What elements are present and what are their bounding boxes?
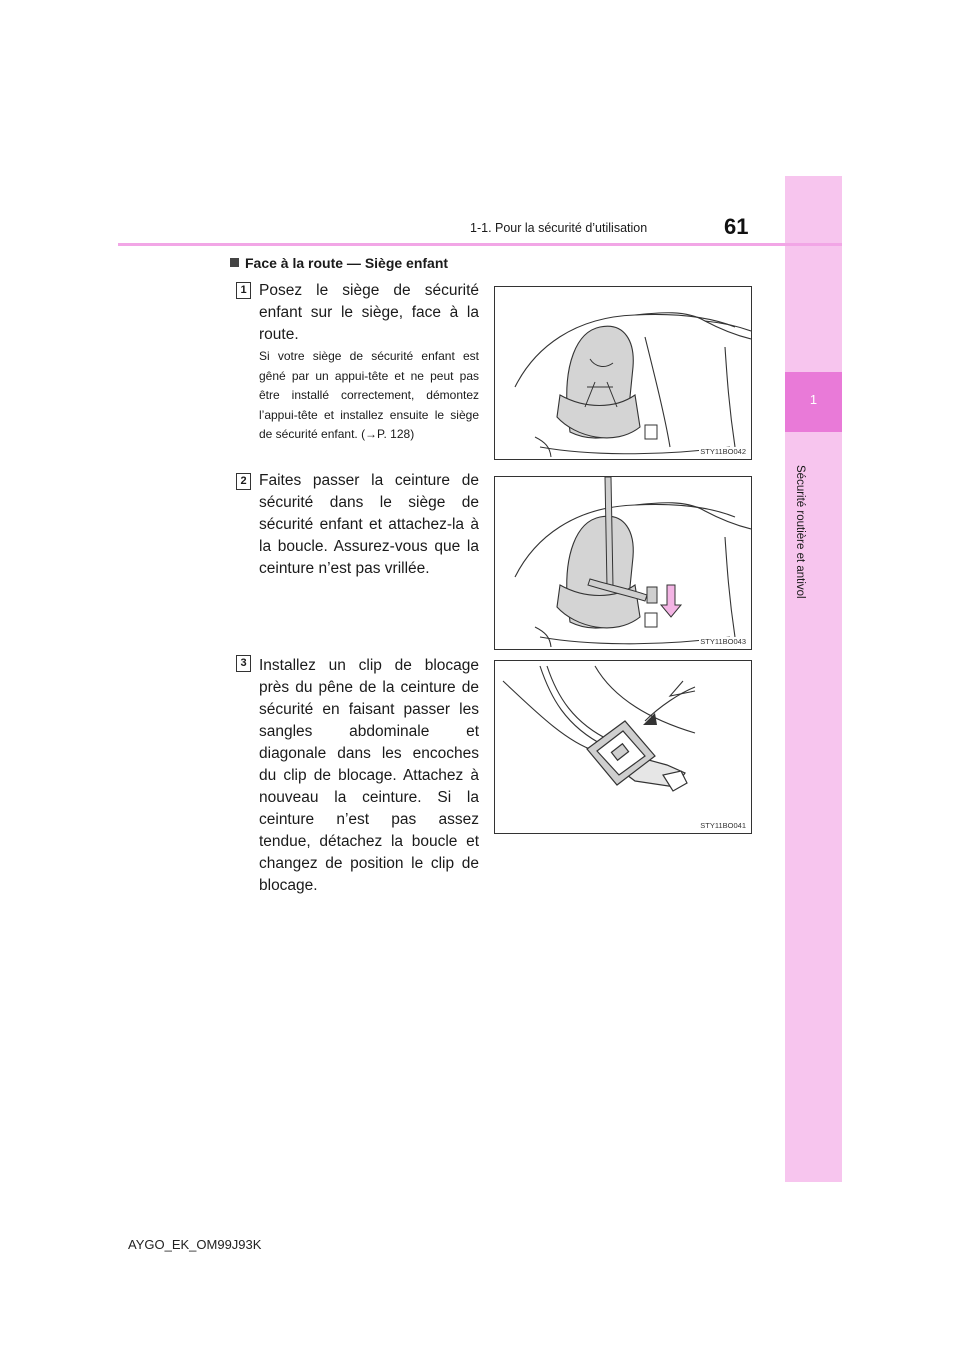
step-number-badge: 2	[236, 473, 251, 490]
chapter-side-tab	[785, 176, 842, 1182]
step-number-badge: 1	[236, 282, 251, 299]
section-heading	[230, 255, 448, 271]
chapter-title: 1-1. Pour la sécurité d’utilisation	[470, 221, 648, 235]
child-seat-illustration	[495, 287, 751, 459]
figure-code: STY11BO043	[700, 637, 746, 646]
step-number-badge: 3	[236, 655, 251, 672]
locking-clip-illustration	[495, 661, 751, 833]
document-code: AYGO_EK_OM99J93K	[128, 1237, 262, 1252]
square-bullet-icon	[230, 258, 239, 267]
step-instruction: Posez le siège de sécurité enfant sur le siège, face à la route.	[259, 282, 479, 343]
header-divider	[118, 243, 842, 246]
belt-routing-illustration	[495, 477, 751, 649]
step-instruction: Installez un clip de blocage près du pêne de la ceinture de sécurité en faisant passer les sangles abdominale et diagonale dans les encoches du clip de blocage. Attachez à nouveau la ceinture. Si la ceinture n’est pas assez tendue, détachez la boucle et changez de position le clip de blocage.	[259, 657, 479, 894]
step-note: Si votre siège de sécurité enfant est gêné par un appui-tête et ne peut pas être installé correctement, démontez l’appui-tête et installez ensuite le siège de sécurité enfant. (→P. 128)	[259, 349, 479, 441]
figure-code: STY11BO042	[700, 447, 746, 456]
figure-child-seat-placed	[494, 286, 752, 460]
figure-locking-clip	[494, 660, 752, 834]
chapter-number: 1	[809, 392, 818, 407]
page-number: 61	[724, 214, 749, 239]
figure-code: STY11BO041	[700, 821, 746, 830]
chapter-label: Sécurité routière et antivol	[794, 465, 806, 599]
step-instruction: Faites passer la ceinture de sécurité dans le siège de sécurité enfant et attachez-la à la boucle. Assurez-vous que la ceinture n’est pas vrillée.	[259, 472, 479, 577]
figure-belt-through-seat	[494, 476, 752, 650]
section-heading-text: Face à la route — Siège enfant	[245, 255, 449, 271]
